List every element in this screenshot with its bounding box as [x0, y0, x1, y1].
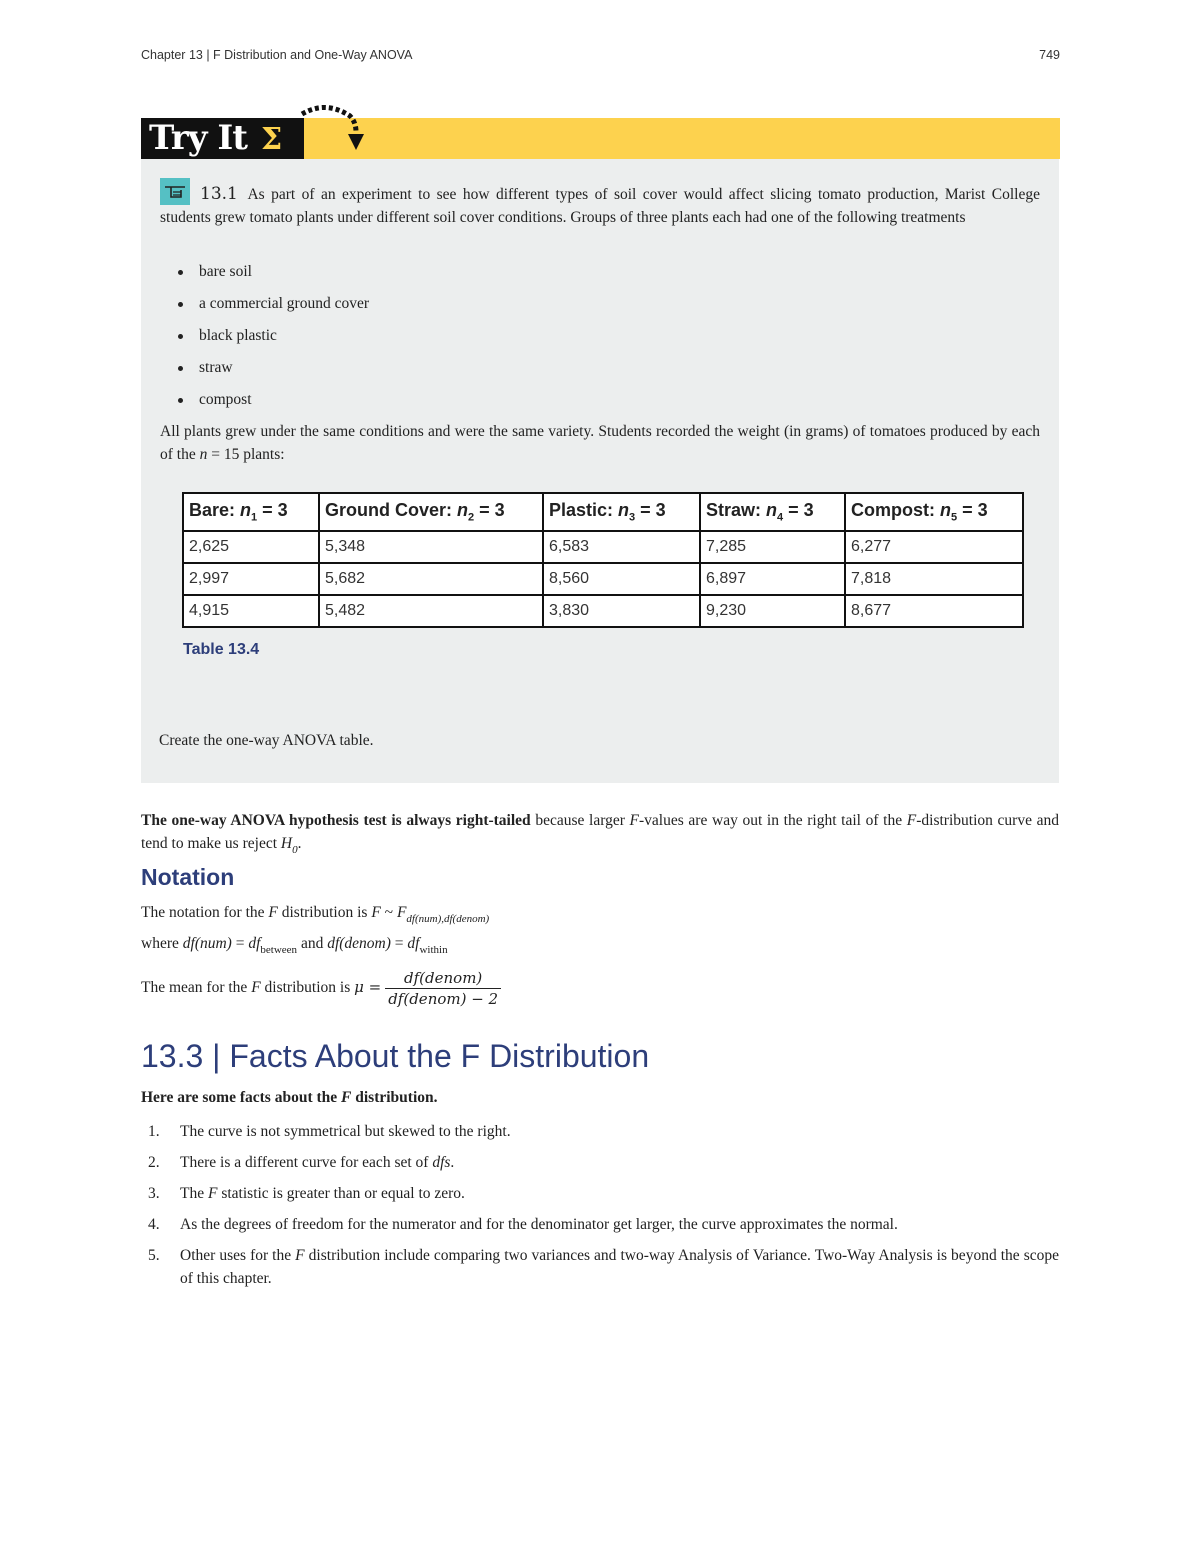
table-cell: 8,560: [543, 563, 700, 595]
table-cell: 5,348: [319, 531, 543, 563]
table-cell: 4,915: [183, 595, 319, 627]
para-text: = 15 plants:: [207, 446, 285, 463]
table-cell: 7,818: [845, 563, 1023, 595]
list-item: bare soil: [160, 262, 369, 294]
list-item: 1. The curve is not symmetrical but skewed to the right.: [148, 1123, 511, 1140]
column-header: Compost: $n_5 = 3$: [845, 493, 1023, 531]
table-cell: 3,830: [543, 595, 700, 627]
tryit-box: [141, 159, 1059, 783]
table-cell: 5,482: [319, 595, 543, 627]
list-item: 5. Other uses for the F distribution include comparing two variances and two-way Analysis of Variance. Two-Way Analysis is beyond the scope of this chapter.: [148, 1247, 1060, 1287]
tryit-label: [141, 118, 304, 159]
list-item: a commercial ground cover: [160, 294, 369, 326]
tryit-title: Try It: [149, 118, 247, 158]
table-cell: 2,997: [183, 563, 319, 595]
list-item: straw: [160, 358, 369, 390]
problem-number: 13.1: [200, 184, 238, 204]
table-caption: Table 13.4: [183, 641, 260, 658]
page-number: 749: [1039, 48, 1060, 62]
table-row: [183, 563, 1023, 595]
problem-text: [160, 178, 1040, 229]
oneway-paragraph: The one-way ANOVA hypothesis test is always right-tailed because larger F-values are way out in the right tail of the F-distribution curve and tend to make us reject $H_0$.: [141, 812, 1059, 856]
tomato-data-table: [182, 492, 1024, 628]
pointing-hand-icon: [160, 178, 190, 205]
table-row: [183, 595, 1023, 627]
section-heading: 13.3 | Facts About the F Distribution: [141, 1038, 650, 1074]
table-cell: 7,285: [700, 531, 845, 563]
table-row: [183, 531, 1023, 563]
column-header: Ground Cover: $n_2 = 3$: [319, 493, 543, 531]
curved-arrow-icon: [298, 102, 368, 158]
table-cell: 9,230: [700, 595, 845, 627]
facts-list: [141, 1120, 1059, 1298]
notation-line-2: where $df(num) = df_{between}$ and df(denom) = $df_{within}$: [141, 935, 448, 956]
column-header: Plastic: $n_3 = 3$: [543, 493, 700, 531]
mean-fraction: $\frac{\text{df(denom)}}{\text{df(denom) − 2}}$: [385, 968, 501, 1009]
n-variable: n: [199, 446, 208, 463]
list-item: 2. There is a different curve for each set of dfs.: [148, 1154, 455, 1171]
column-header: Straw: $n_4 = 3$: [700, 493, 845, 531]
sigma-icon: Σ: [260, 122, 283, 157]
list-item: 4. As the degrees of freedom for the numerator and for the denominator get larger, the curve approximates the normal.: [148, 1216, 898, 1233]
facts-intro: Here are some facts about the F distribution.: [141, 1089, 438, 1106]
column-header: Bare: $n_1 = 3$: [183, 493, 319, 531]
list-item: 3. The F statistic is greater than or equal to zero.: [148, 1185, 465, 1202]
plants-paragraph: [160, 420, 1040, 466]
notation-line-3: The mean for the F distribution is μ = $\frac{\text{df(denom)}}{\text{df(denom) − 2}}$: [141, 968, 501, 1009]
notation-heading: Notation: [141, 864, 235, 890]
running-head: Chapter 13 | F Distribution and One-Way ANOVA: [141, 48, 413, 62]
table-cell: 6,583: [543, 531, 700, 563]
table-header-row: [183, 493, 1023, 531]
list-item: black plastic: [160, 326, 369, 358]
notation-line-1: The notation for the F distribution is F ~ $F_{df(num),df(denom)}$: [141, 904, 490, 925]
table-cell: 8,677: [845, 595, 1023, 627]
list-item: compost: [160, 390, 369, 422]
table-cell: 6,277: [845, 531, 1023, 563]
table-cell: 6,897: [700, 563, 845, 595]
table-cell: 5,682: [319, 563, 543, 595]
para-text: All plants grew under the same conditions and were the same variety. Students recorded the weight (in grams) of tomatoes produced by each of the: [160, 423, 1040, 463]
bold-statement: The one-way ANOVA hypothesis test is always right-tailed: [141, 812, 531, 829]
problem-statement: As part of an experiment to see how different types of soil cover would affect slicing tomato production, Marist College students grew tomato plants under different soil cover conditions. Groups of three plants each had one of the following treatments: [160, 186, 1040, 226]
treatment-list: [160, 262, 369, 422]
create-instruction: Create the one-way ANOVA table.: [159, 732, 374, 749]
table-cell: 2,625: [183, 531, 319, 563]
